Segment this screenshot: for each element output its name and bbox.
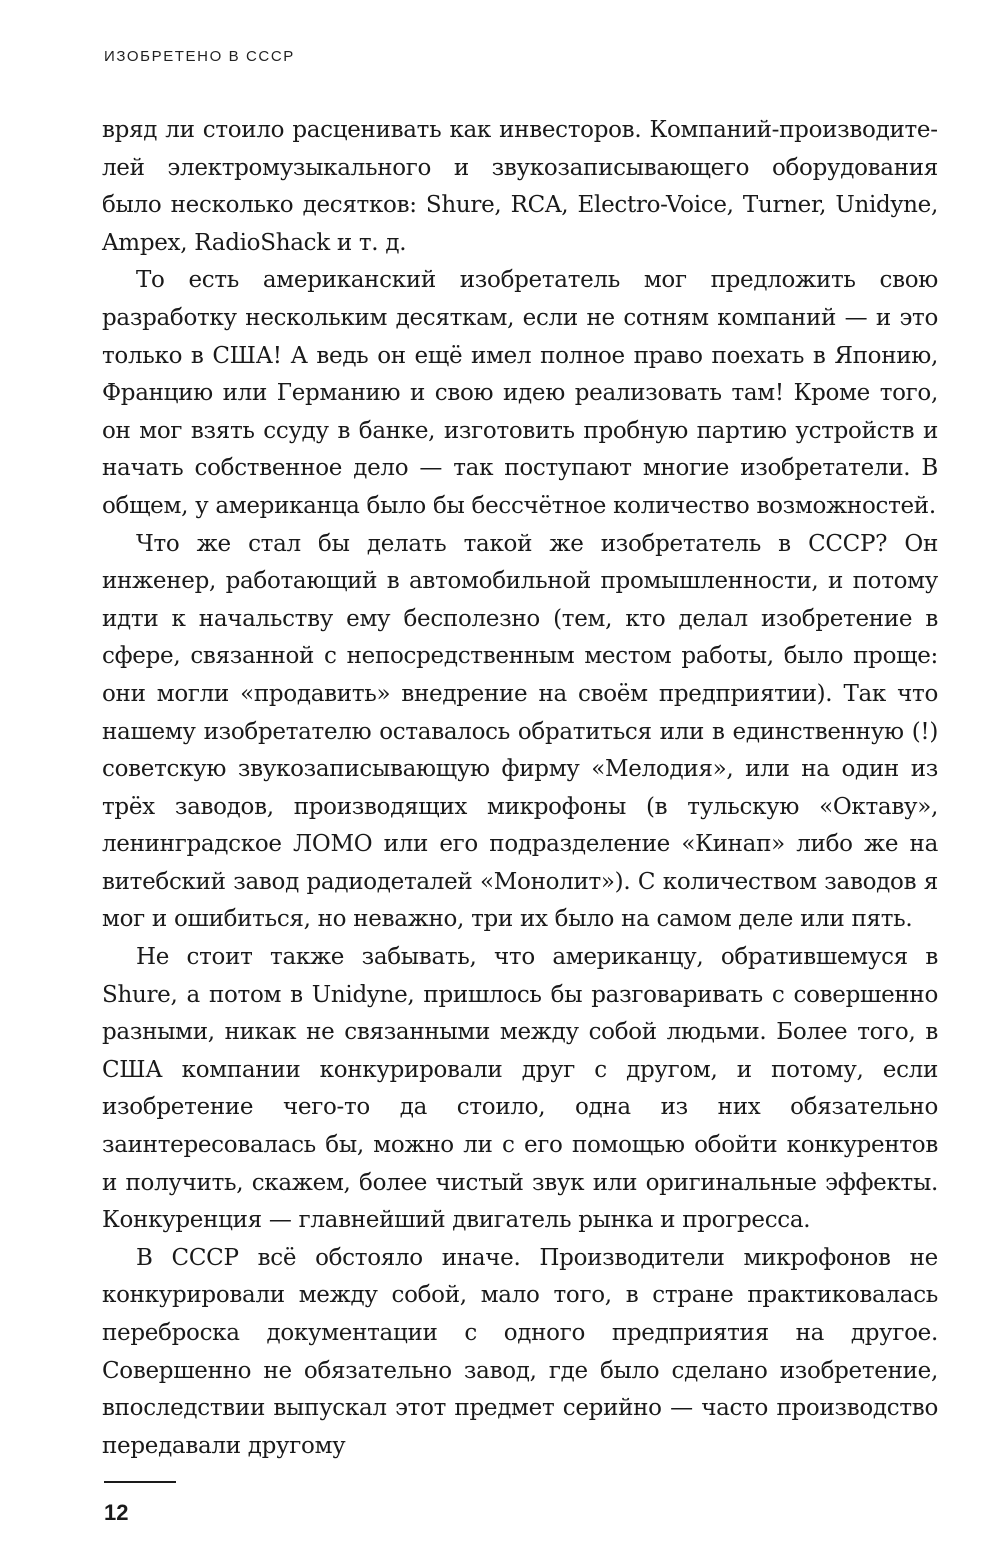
running-title: ИЗОБРЕТЕНО В СССР (104, 48, 295, 65)
body-text (102, 112, 938, 1465)
paragraph-4: Не стоит также забывать, что американцу, обратившемуся в Shure, а потом в Unidyne, пришлось бы разговаривать с совершенно разными, никак не связанными между собой людьми. Более того, в США компании конкурировали друг с другом, и потому, если изобретение чего-то да стоило, одна из них обязательно заинтересовалась бы, можно ли с его помощью обойти конкурентов и получить, скажем, более чистый звук или оригинальные эффекты. Конкуренция — главнейший двигатель рынка и прогресса. (102, 944, 938, 1234)
paragraph-3: Что же стал бы делать такой же изобретатель в СССР? Он инженер, работающий в автомобильной промышленности, и потому идти к начальству ему бесполезно (тем, кто делал изобретение в сфере, связанной с непосредственным местом работы, было проще: они могли «продавить» внедрение на своём предприятии). Так что нашему изобретателю оставалось обратиться или в единственную (!) советскую звукозаписывающую фирму «Мелодия», или на один из трёх заводов, производящих микрофоны (в тульскую «Октаву», ленинградское ЛОМО или его подразделение «Кинап» либо же на витебский завод радиодеталей «Монолит»). С количеством заводов я мог и ошибиться, но неважно, три их было на самом деле или пять. (102, 530, 938, 933)
paragraph-5: В СССР всё обстояло иначе. Производители микрофонов не конкурировали между собой, мало того, в стране практиковалась переброска документации с одного предприятия на другое. Совершенно не обязательно завод, где было сделано изобретение, впоследствии выпускал этот предмет серийно — часто производство передавали другому (102, 1244, 938, 1459)
footer-rule (104, 1481, 176, 1483)
page-number: 12 (104, 1500, 129, 1525)
paragraph-2: То есть американский изобретатель мог предложить свою разработку нескольким десяткам, если не сотням компаний — и это только в США! А ведь он ещё имел полное право поехать в Японию, Францию или Германию и свою идею реализовать там! Кроме того, он мог взять ссуду в банке, изготовить пробную партию устройств и начать собственное дело — так поступают многие изобретатели. В общем, у американца было бы бессчётное количество возможностей. (102, 267, 938, 519)
paragraph-1: вряд ли стоило расценивать как инвесторов. Компаний-производителей электромузыкального и звукозаписывающего оборудования было несколько десятков: Shure, RCA, Electro-Voice, Turner, Unidyne, Ampex, RadioShack и т. д. (102, 117, 938, 256)
